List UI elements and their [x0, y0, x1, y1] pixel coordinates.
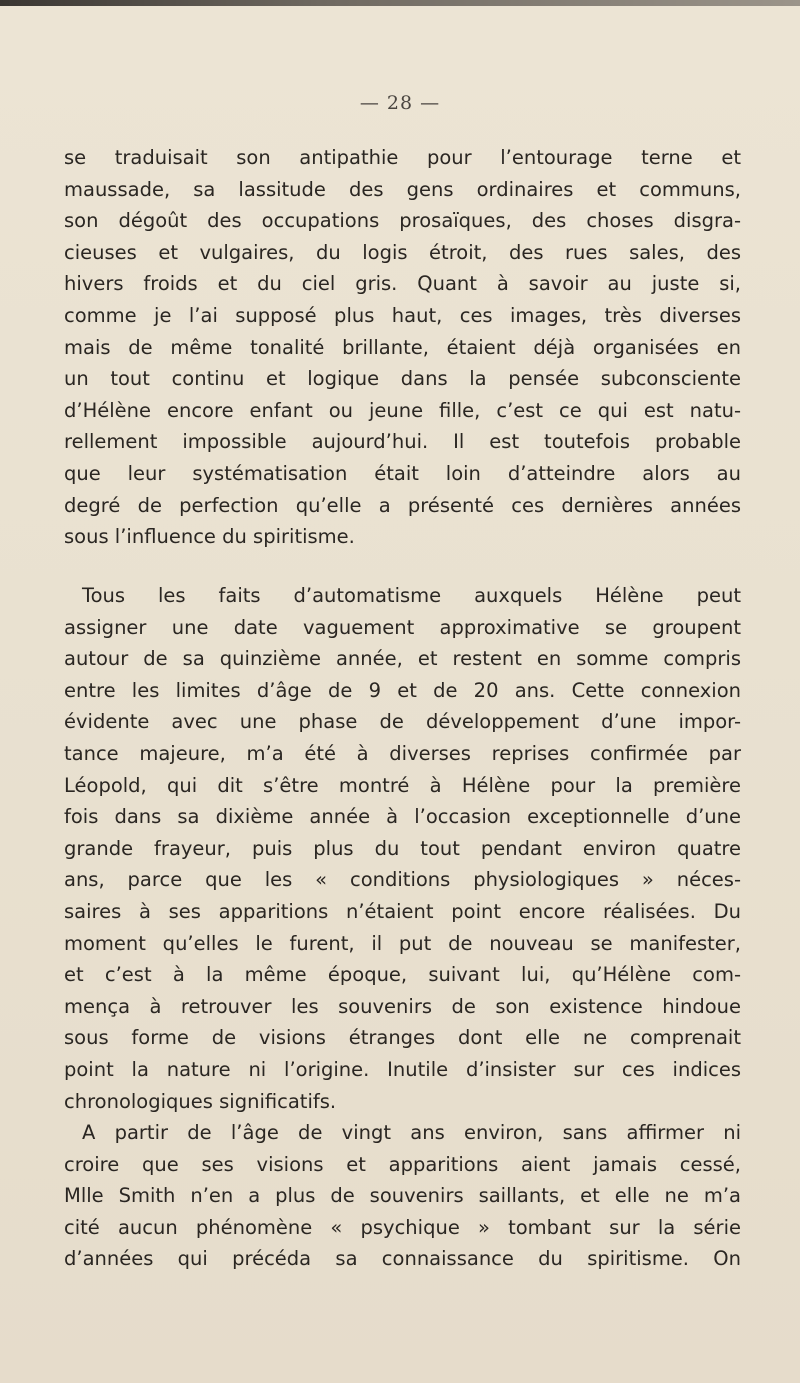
text-line: cité aucun phénomène « psychique » tombant sur la série: [64, 1215, 741, 1239]
page-top-edge: [0, 0, 800, 6]
text-line: et c’est à la même époque, suivant lui, qu’Hélène com-: [64, 963, 741, 987]
text-line: tance majeure, m’a été à diverses reprises confirmée par: [64, 741, 741, 765]
text-line: d’années qui précéda sa connaissance du spiritisme. On: [64, 1247, 741, 1271]
text-line: point la nature ni l’origine. Inutile d’insister sur ces indices: [64, 1057, 741, 1081]
text-line: comme je l’ai supposé plus haut, ces images, très diverses: [64, 303, 741, 327]
text-line: moment qu’elles le furent, il put de nouveau se manifester,: [64, 931, 741, 955]
text-line: grande frayeur, puis plus du tout pendant environ quatre: [64, 836, 741, 860]
text-line: fois dans sa dixième année à l’occasion exceptionnelle d’une: [64, 805, 741, 829]
text-line: sous l’influence du spiritisme.: [64, 525, 355, 549]
text-line: cieuses et vulgaires, du logis étroit, des rues sales, des: [64, 240, 741, 264]
text-line: saires à ses apparitions n’étaient point encore réalisées. Du: [64, 899, 741, 923]
text-line: Tous les faits d’automatisme auxquels Hélène peut: [82, 584, 741, 607]
page-number: — 28 —: [359, 92, 441, 114]
text-line: maussade, sa lassitude des gens ordinaires et communs,: [64, 177, 741, 201]
text-line: évidente avec une phase de développement d’une impor-: [64, 710, 741, 734]
text-line: mença à retrouver les souvenirs de son existence hindoue: [64, 994, 741, 1018]
text-line: entre les limites d’âge de 9 et de 20 ans. Cette connexion: [64, 678, 741, 702]
text-line: degré de perfection qu’elle a présenté ces dernières années: [64, 493, 741, 517]
text-line: son dégoût des occupations prosaïques, des choses disgra-: [64, 209, 741, 233]
text-line: autour de sa quinzième année, et restent en somme compris: [64, 647, 741, 671]
text-line: mais de même tonalité brillante, étaient déjà organisées en: [64, 335, 741, 359]
text-line: Mlle Smith n’en a plus de souvenirs saillants, et elle ne m’a: [64, 1184, 741, 1208]
paragraph-2: [64, 580, 741, 1275]
text-line: d’Hélène encore enfant ou jeune fille, c’est ce qui est natu-: [64, 398, 741, 422]
text-line: A partir de l’âge de vingt ans environ, sans affirmer ni: [82, 1121, 741, 1145]
paragraph-1: [64, 142, 741, 553]
text-line: se traduisait son antipathie pour l’entourage terne et: [64, 146, 741, 169]
text-line: un tout continu et logique dans la pensée subconsciente: [64, 367, 741, 391]
text-line: rellement impossible aujourd’hui. Il est toutefois probable: [64, 430, 741, 454]
text-line: chronologiques significatifs.: [64, 1089, 337, 1113]
text-line: croire que ses visions et apparitions aient jamais cessé,: [64, 1152, 741, 1176]
text-line: ans, parce que les « conditions physiologiques » néces-: [64, 868, 741, 892]
text-line: hivers froids et du ciel gris. Quant à savoir au juste si,: [64, 272, 741, 296]
text-line: assigner une date vaguement approximative se groupent: [64, 615, 741, 639]
text-line: sous forme de visions étranges dont elle ne comprenait: [64, 1026, 741, 1050]
text-line: Léopold, qui dit s’être montré à Hélène pour la première: [64, 773, 741, 797]
text-line: que leur systématisation était loin d’atteindre alors au: [64, 461, 741, 485]
